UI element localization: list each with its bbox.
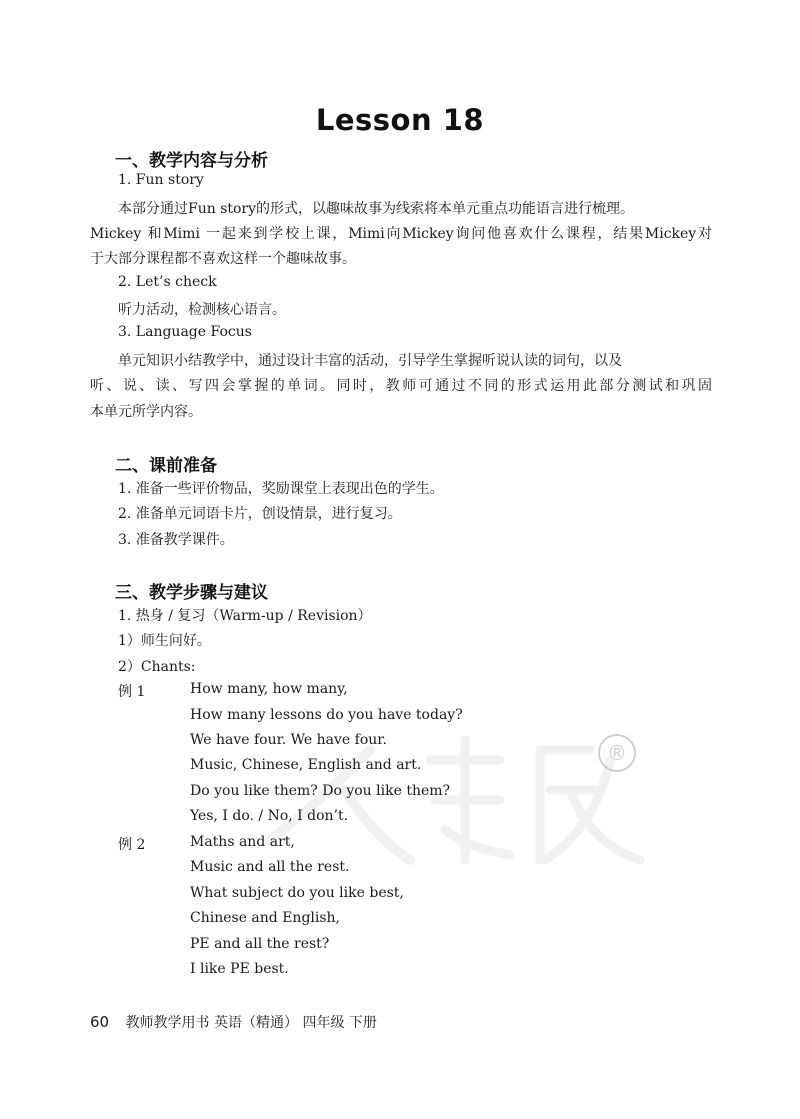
chant-line: How many, how many, <box>190 681 348 697</box>
paragraph-line: 单元知识小结教学中，通过设计丰富的活动，引导学生掌握听说认读的词句，以及 <box>118 353 622 369</box>
chant-line: Yes, I do. / No, I don’t. <box>190 808 349 824</box>
page-number: 60 <box>90 1013 110 1031</box>
item-label: 2. Let’s check <box>118 274 217 290</box>
list-item: 2. 准备单元词语卡片，创设情景，进行复习。 <box>118 506 402 522</box>
item-label: 1. Fun story <box>118 172 204 188</box>
paragraph-line: Mickey 和Mimi 一起来到学校上课，Mimi向Mickey询问他喜欢什么课程，结果Mickey对 <box>90 226 712 242</box>
paragraph-line: 本单元所学内容。 <box>90 404 202 420</box>
chant-line: Do you like them? Do you like them? <box>190 783 451 799</box>
lesson-title: Lesson 18 <box>315 103 485 137</box>
book-title: 教师教学用书 英语（精通） 四年级 下册 <box>125 1015 377 1031</box>
chant-line: Chinese and English, <box>190 910 341 926</box>
paragraph-line: 听力活动，检测核心语言。 <box>118 302 286 318</box>
section-heading: 一、教学内容与分析 <box>115 151 268 171</box>
sub-step: 2）Chants: <box>118 659 196 675</box>
page-footer <box>90 1012 377 1032</box>
example-label: 例 2 <box>118 837 146 853</box>
chant-line: What subject do you like best, <box>190 885 404 901</box>
chant-line: Music, Chinese, English and art. <box>190 757 422 773</box>
list-item: 3. 准备教学课件。 <box>118 532 234 548</box>
paragraph-line: 听、说、读、写四会掌握的单词。同时，教师可通过不同的形式运用此部分测试和巩固 <box>90 378 712 394</box>
registered-mark: ® <box>598 734 636 772</box>
chant-line: We have four. We have four. <box>190 732 387 748</box>
chant-line: Maths and art, <box>190 834 295 850</box>
example-label: 例 1 <box>118 684 146 700</box>
step-label: 1. 热身 / 复习（Warm-up / Revision） <box>118 608 372 624</box>
chant-line: Music and all the rest. <box>190 859 350 875</box>
chant-line: PE and all the rest? <box>190 936 330 952</box>
chant-line: I like PE best. <box>190 961 289 977</box>
item-label: 3. Language Focus <box>118 324 252 340</box>
section-heading: 三、教学步骤与建议 <box>115 583 268 603</box>
paragraph-line: 于大部分课程都不喜欢这样一个趣味故事。 <box>90 251 356 267</box>
chant-line: How many lessons do you have today? <box>190 707 463 723</box>
section-heading: 二、课前准备 <box>115 456 217 476</box>
sub-step: 1）师生问好。 <box>118 633 211 649</box>
paragraph-line: 本部分通过Fun story的形式，以趣味故事为线索将本单元重点功能语言进行梳理。 <box>118 201 635 217</box>
list-item: 1. 准备一些评价物品，奖励课堂上表现出色的学生。 <box>118 481 444 497</box>
